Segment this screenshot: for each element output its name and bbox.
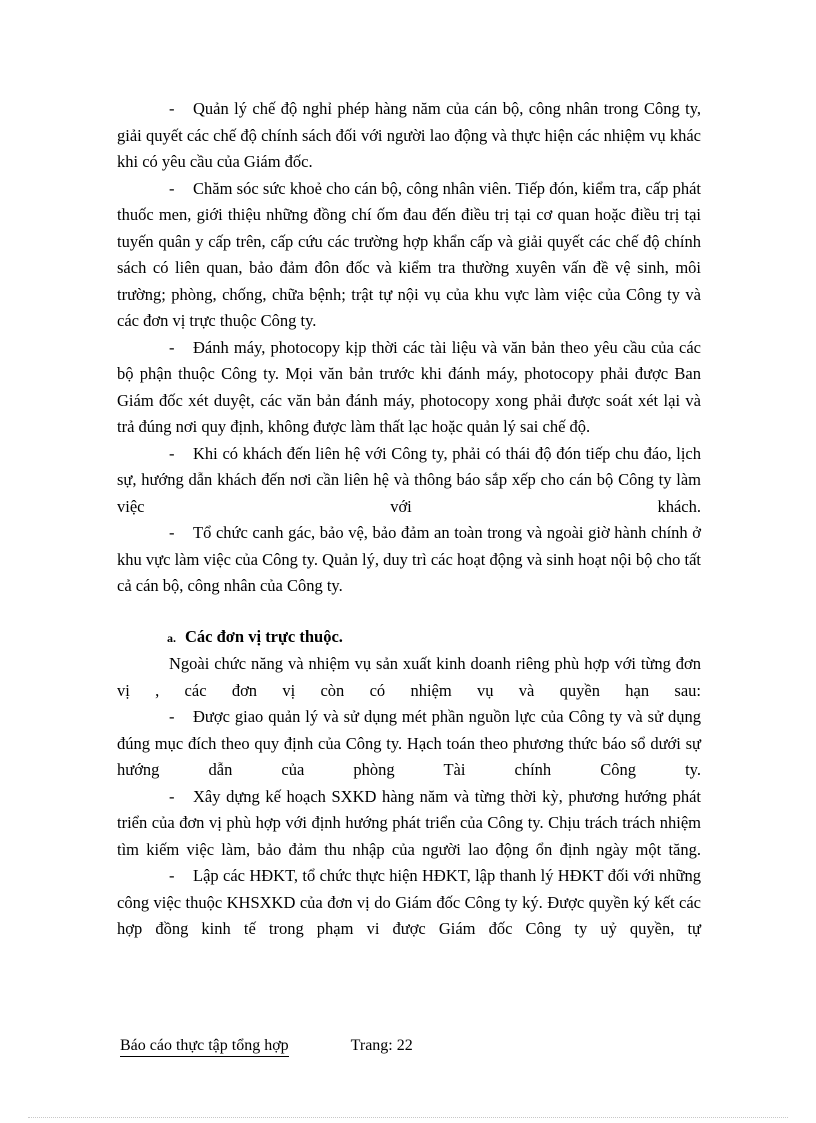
paragraph-text: Ngoài chức năng và nhiệm vụ sản xuất kinh doanh riêng phù hợp với từng đơn vị , các đơn vị còn có nhiệm vụ và quyền hạn sau:: [117, 654, 701, 700]
page-bottom-border: [28, 1117, 788, 1118]
paragraph-text: Quản lý chế độ nghỉ phép hàng năm của cán bộ, công nhân trong Công ty, giải quyết các chế độ chính sách đối với người lao động và thực hiện các nhiệm vụ khác khi có yêu cầu của Giám đốc.: [117, 99, 701, 171]
section-marker: a.: [167, 630, 176, 645]
paragraph-text: Đánh máy, photocopy kịp thời các tài liệu và văn bản theo yêu cầu của các bộ phận thuộc Công ty. Mọi văn bản trước khi đánh máy, photocopy phải được Ban Giám đốc xét duyệt, các văn bản đánh máy, photocopy xong phải được soát xét lại và trả đúng nơi quy định, không được làm thất lạc hoặc quản lý sai chế độ.: [117, 337, 701, 436]
footer-page-number: Trang: 22: [350, 1037, 413, 1054]
paragraph-guest-reception: [117, 441, 701, 521]
document-body: [117, 96, 701, 943]
paragraph-security: [117, 520, 701, 600]
section-heading: [117, 624, 701, 652]
paragraph-health-care: [117, 176, 701, 335]
paragraph-contracts: [117, 863, 701, 943]
bullet-dash: -: [169, 178, 175, 198]
section-title: Các đơn vị trực thuộc.: [185, 626, 343, 646]
paragraph-business-planning: [117, 784, 701, 864]
paragraph-text: Khi có khách đến liên hệ với Công ty, phải có thái độ đón tiếp chu đáo, lịch sự, hướng dẫn khách đến nơi cần liên hệ và thông báo sắp xếp cho cán bộ Công ty làm việc với khách.: [117, 443, 701, 516]
paragraph-intro: [117, 651, 701, 704]
bullet-dash: -: [169, 337, 175, 357]
bullet-dash: -: [169, 523, 175, 542]
paragraph-text: Lập các HĐKT, tổ chức thực hiện HĐKT, lập thanh lý HĐKT đối với những công việc thuộc KHSXKD của đơn vị do Giám đốc Công ty ký. Được quyền ký kết các hợp đồng kinh tế trong phạm vi được Giám đốc Công ty uỷ quyền, tự: [117, 866, 701, 938]
paragraph-text: Được giao quản lý và sử dụng mét phần nguồn lực của Công ty và sử dụng đúng mục đích theo quy định của Công ty. Hạch toán theo phương thức báo sổ dưới sự hướng dẫn của phòng Tài chính Công ty.: [117, 707, 701, 779]
paragraph-text: Chăm sóc sức khoẻ cho cán bộ, công nhân viên. Tiếp đón, kiểm tra, cấp phát thuốc men, giới thiệu những đồng chí ốm đau đến điều trị tại cơ quan hoặc điều trị tại tuyến quân y cấp trên, cấp cứu các trường hợp khẩn cấp và giải quyết các chế độ chính sách có liên quan, bảo đảm đôn đốc và kiểm tra thường xuyên vấn đề vệ sinh, môi trường; phòng, chống, chữa bệnh; trật tự nội vụ của khu vực làm việc của Công ty và các đơn vị trực thuộc Công ty.: [117, 178, 701, 330]
paragraph-text: Tổ chức canh gác, bảo vệ, bảo đảm an toàn trong và ngoài giờ hành chính ở khu vực làm việc của Công ty. Quản lý, duy trì các hoạt động và sinh hoạt nội bộ cho tất cả cán bộ, công nhân của Công ty.: [117, 523, 701, 595]
paragraph-resource-management: [117, 704, 701, 784]
bullet-dash: -: [169, 786, 175, 806]
page-footer: [120, 1037, 413, 1057]
footer-report-title: Báo cáo thực tập tổng hợp: [120, 1037, 289, 1057]
bullet-dash: -: [169, 707, 175, 726]
paragraph-leave-management: [117, 96, 701, 176]
bullet-dash: -: [169, 866, 175, 885]
paragraph-typing-photocopy: [117, 335, 701, 441]
bullet-dash: -: [169, 99, 175, 118]
paragraph-text: Xây dựng kế hoạch SXKD hàng năm và từng thời kỳ, phương hướng phát triển của đơn vị phù hợp với định hướng phát triển của Công ty. Chịu trách trách nhiệm tìm kiếm việc làm, bảo đảm thu nhập của người lao động ổn định ngày một tăng.: [117, 786, 701, 859]
bullet-dash: -: [169, 443, 175, 463]
